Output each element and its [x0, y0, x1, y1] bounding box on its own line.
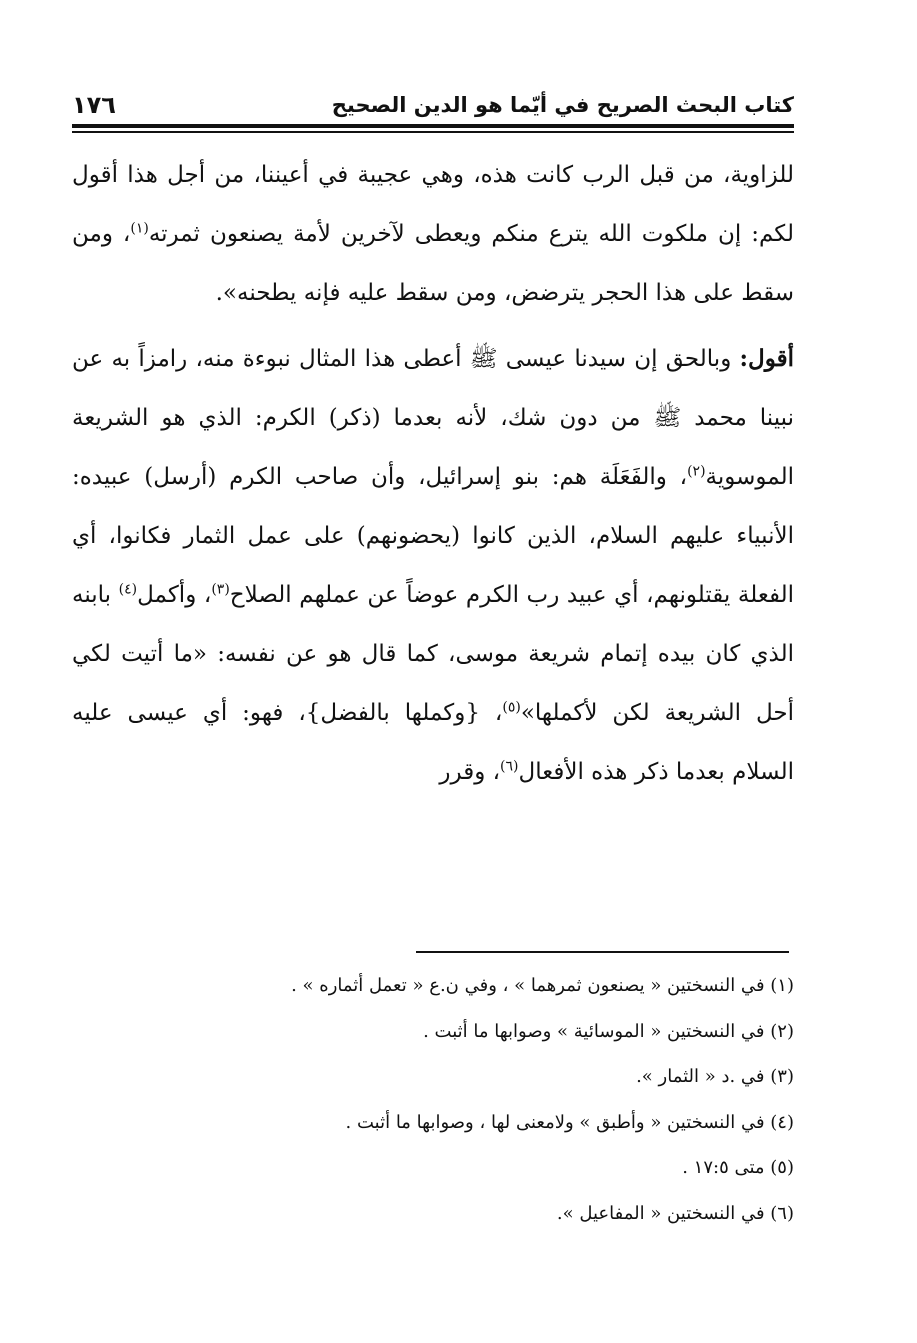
footnotes: [72, 968, 794, 1241]
paragraph-1-text-end: ، ومن سقط على هذا الحجر يترضض، ومن سقط عليه فإنه يطحنه».: [72, 221, 794, 306]
footnote-ref-2: (٢): [687, 463, 706, 480]
footnote-2: (٢) في النسختين « الموسائية » وصوابها ما أثبت .: [423, 1020, 794, 1042]
footnote-ref-3: (٣): [211, 581, 230, 598]
footnote-6: (٦) في النسختين « المفاعيل ».: [556, 1202, 794, 1224]
paragraph-2-part-4: بابنه الذي كان بيده إتمام شريعة موسى، كما قال هو عن نفسه: «ما أتيت لكي أحل الشريعة لكن لأكملها»: [72, 582, 794, 726]
footnote-1: (١) في النسختين « يصنعون ثمرهما » ، وفي ن.ع « تعمل أثماره » .: [291, 975, 794, 996]
paragraph-2-part-2: ، والفَعَلَة هم: بنو إسرائيل، وأن صاحب الكرم (أرسل) عبيده: الأنبياء عليهم السلام، الذين كانوا (يحضونهم) على عمل الثمار فكانوا، أي الفعلة يقتلونهم، أي عبيد رب الكرم عوضاً عن عملهم الصلاح: [72, 464, 794, 608]
footnote-3: (٣) في .د « الثمار ».: [636, 1066, 794, 1087]
paragraph-2-part-6: ، وقرر: [439, 759, 501, 785]
page-number: ١٧٦: [72, 91, 116, 119]
paragraph-2-part-3: ، وأكمل: [137, 582, 212, 608]
main-text: [72, 146, 794, 802]
footnote-ref-5: (٥): [502, 699, 521, 716]
paragraph-2-part-5: ، {وكملها بالفضل}، فهو: أي عيسى عليه السلام بعدما ذكر هذه الأفعال: [72, 700, 794, 785]
footnote-ref-1: (١): [130, 220, 149, 237]
paragraph-2-lead: أقول:: [739, 345, 794, 372]
footnote-5: (٥) متى ١٧:٥ .: [682, 1157, 794, 1178]
paragraph-2: [72, 329, 794, 802]
paragraph-1: [72, 146, 794, 323]
running-header: [72, 86, 794, 124]
footnote-ref-4: (٤): [118, 581, 138, 598]
footnote-separator: [416, 951, 789, 953]
footnote-4: (٤) في النسختين « وأطبق » ولامعنى لها ، وصوابها ما أثبت .: [345, 1111, 794, 1133]
header-rule-thick: [72, 124, 794, 128]
paragraph-1-text: للزاوية، من قبل الرب كانت هذه، وهي عجيبة في أعيننا، من أجل هذا أقول لكم: إن ملكوت الله يترع منكم ويعطى لآخرين لأمة يصنعون ثمرته: [72, 162, 794, 247]
book-title: كتاب البحث الصريح في أيّما هو الدين الصحيح: [331, 93, 794, 117]
footnote-ref-6: (٦): [500, 758, 519, 775]
paragraph-2-part-1: وبالحق إن سيدنا عيسى ﷺ أعطى هذا المثال نبوءة منه، رامزاً به عن نبينا محمد ﷺ من دون شك، لأنه بعدما (ذكر) الكرم: الذي هو الشريعة الموسوية: [72, 346, 794, 490]
header-rule-thin: [72, 131, 794, 133]
